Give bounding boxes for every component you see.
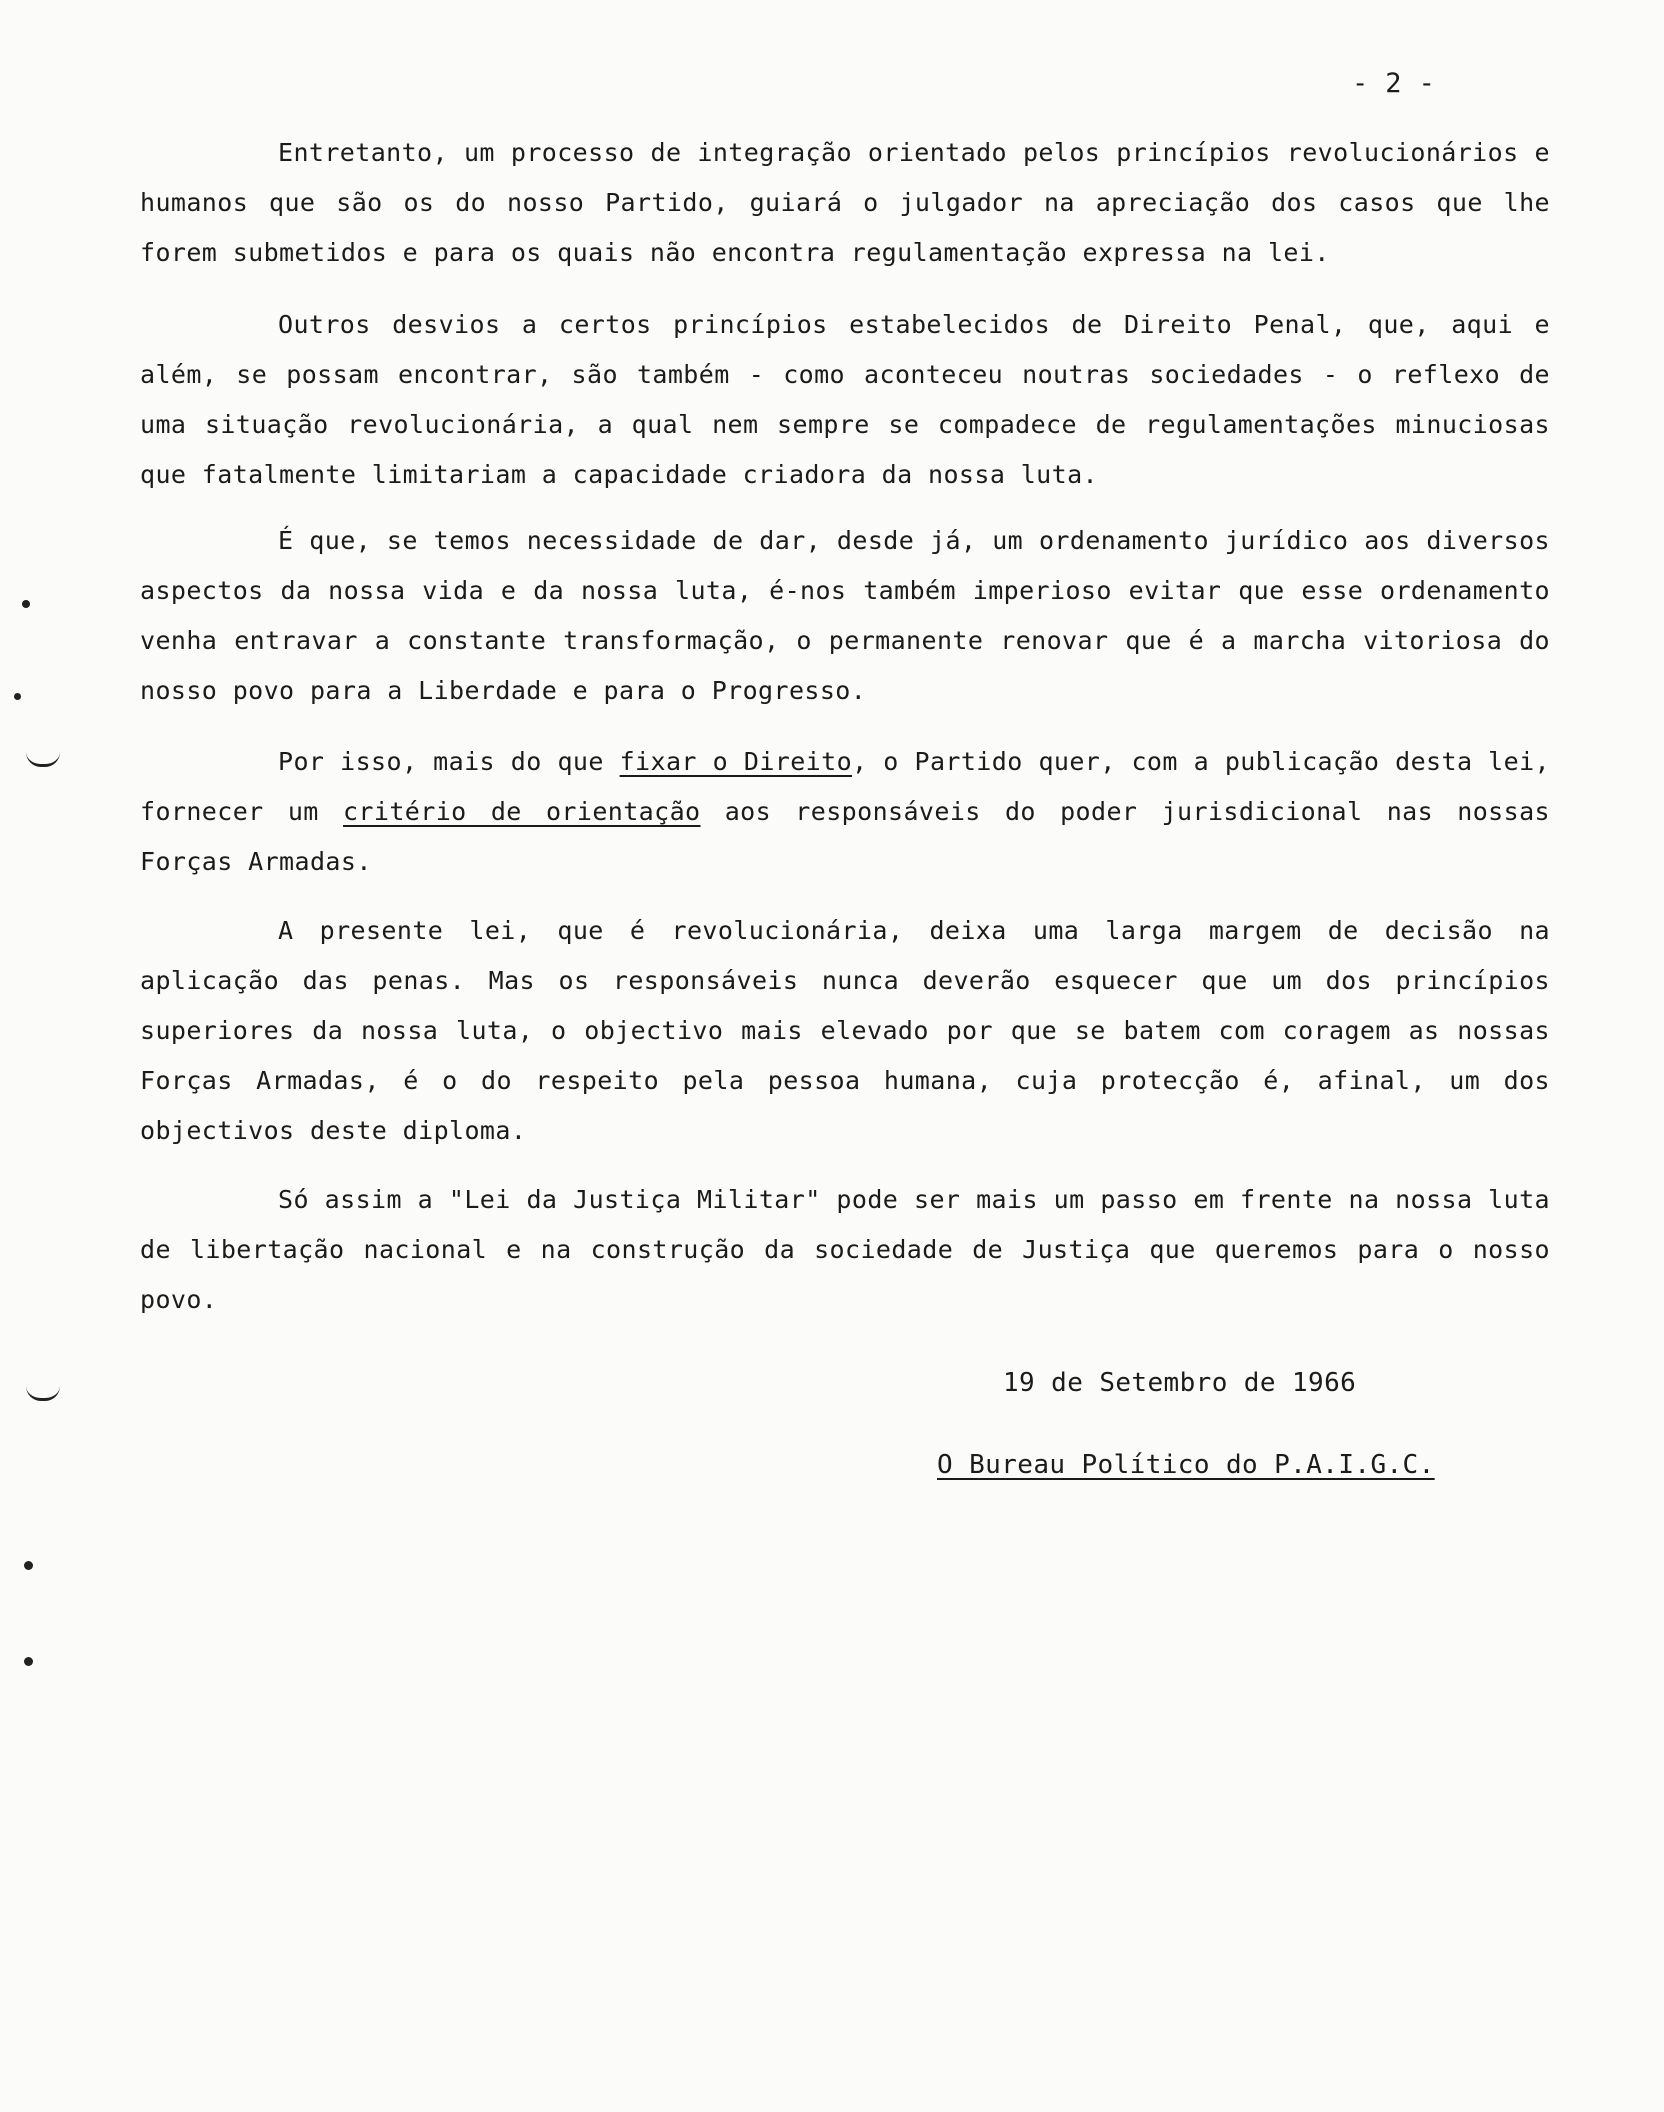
paragraph-1: Entretanto, um processo de integração orientado pelos princípios revolucionários e humanos que são os do nosso Partido, guiará o julgador na apreciação dos casos que lhe forem submetidos e para os quais não encontra regulamentação expressa na lei. <box>140 138 1550 267</box>
underlined-phrase-criterio-de-orientacao: critério de orientação <box>342 797 701 826</box>
page-number: - 2 - <box>1352 68 1436 99</box>
binder-curve-mark <box>26 1386 60 1401</box>
underlined-phrase-fixar-o-direito: fixar o Direito <box>619 747 853 776</box>
paragraph-4-text-b: , o Partido quer, com a publicação desta lei, fornecer um <box>140 747 1550 826</box>
paragraph-2: Outros desvios a certos princípios estabelecidos de Direito Penal, que, aqui e além, se possam encontrar, são também - como aconteceu noutras sociedades - o reflexo de uma situação revolucionária, a qual nem sempre se compadece de regulamentações minuciosas que fatalmente limitariam a capacidade criadora da nossa luta. <box>140 310 1550 489</box>
paragraph-6: Só assim a "Lei da Justiça Militar" pode ser mais um passo em frente na nossa luta de libertação nacional e na construção da sociedade de Justiça que queremos para o nosso povo. <box>140 1185 1550 1314</box>
paragraph-4-text-a: Por isso, mais do que <box>278 747 620 776</box>
binder-hole-mark <box>24 1657 33 1666</box>
paragraph-4-text-c: aos responsáveis do poder jurisdicional nas nossas Forças Armadas. <box>140 797 1550 876</box>
binder-hole-mark <box>24 1561 33 1570</box>
document-date: 19 de Setembro de 1966 <box>1003 1368 1357 1398</box>
binder-hole-mark <box>14 693 21 700</box>
paragraph-4 <box>140 737 1550 887</box>
signature-line: O Bureau Político do P.A.I.G.C. <box>937 1450 1435 1480</box>
paragraph-5: A presente lei, que é revolucionária, deixa uma larga margem de decisão na aplicação das penas. Mas os responsáveis nunca deverão esquecer que um dos princípios superiores da nossa luta, o objectivo mais elevado por que se batem com coragem as nossas Forças Armadas, é o do respeito pela pessoa humana, cuja protecção é, afinal, um dos objectivos deste diploma. <box>140 916 1550 1145</box>
paragraph-3: É que, se temos necessidade de dar, desde já, um ordenamento jurídico aos diversos aspectos da nossa vida e da nossa luta, é-nos também imperioso evitar que esse ordenamento venha entravar a constante transformação, o permanente renovar que é a marcha vitoriosa do nosso povo para a Liberdade e para o Progresso. <box>140 526 1550 705</box>
binder-hole-mark <box>22 600 30 608</box>
binder-curve-mark <box>26 752 60 767</box>
